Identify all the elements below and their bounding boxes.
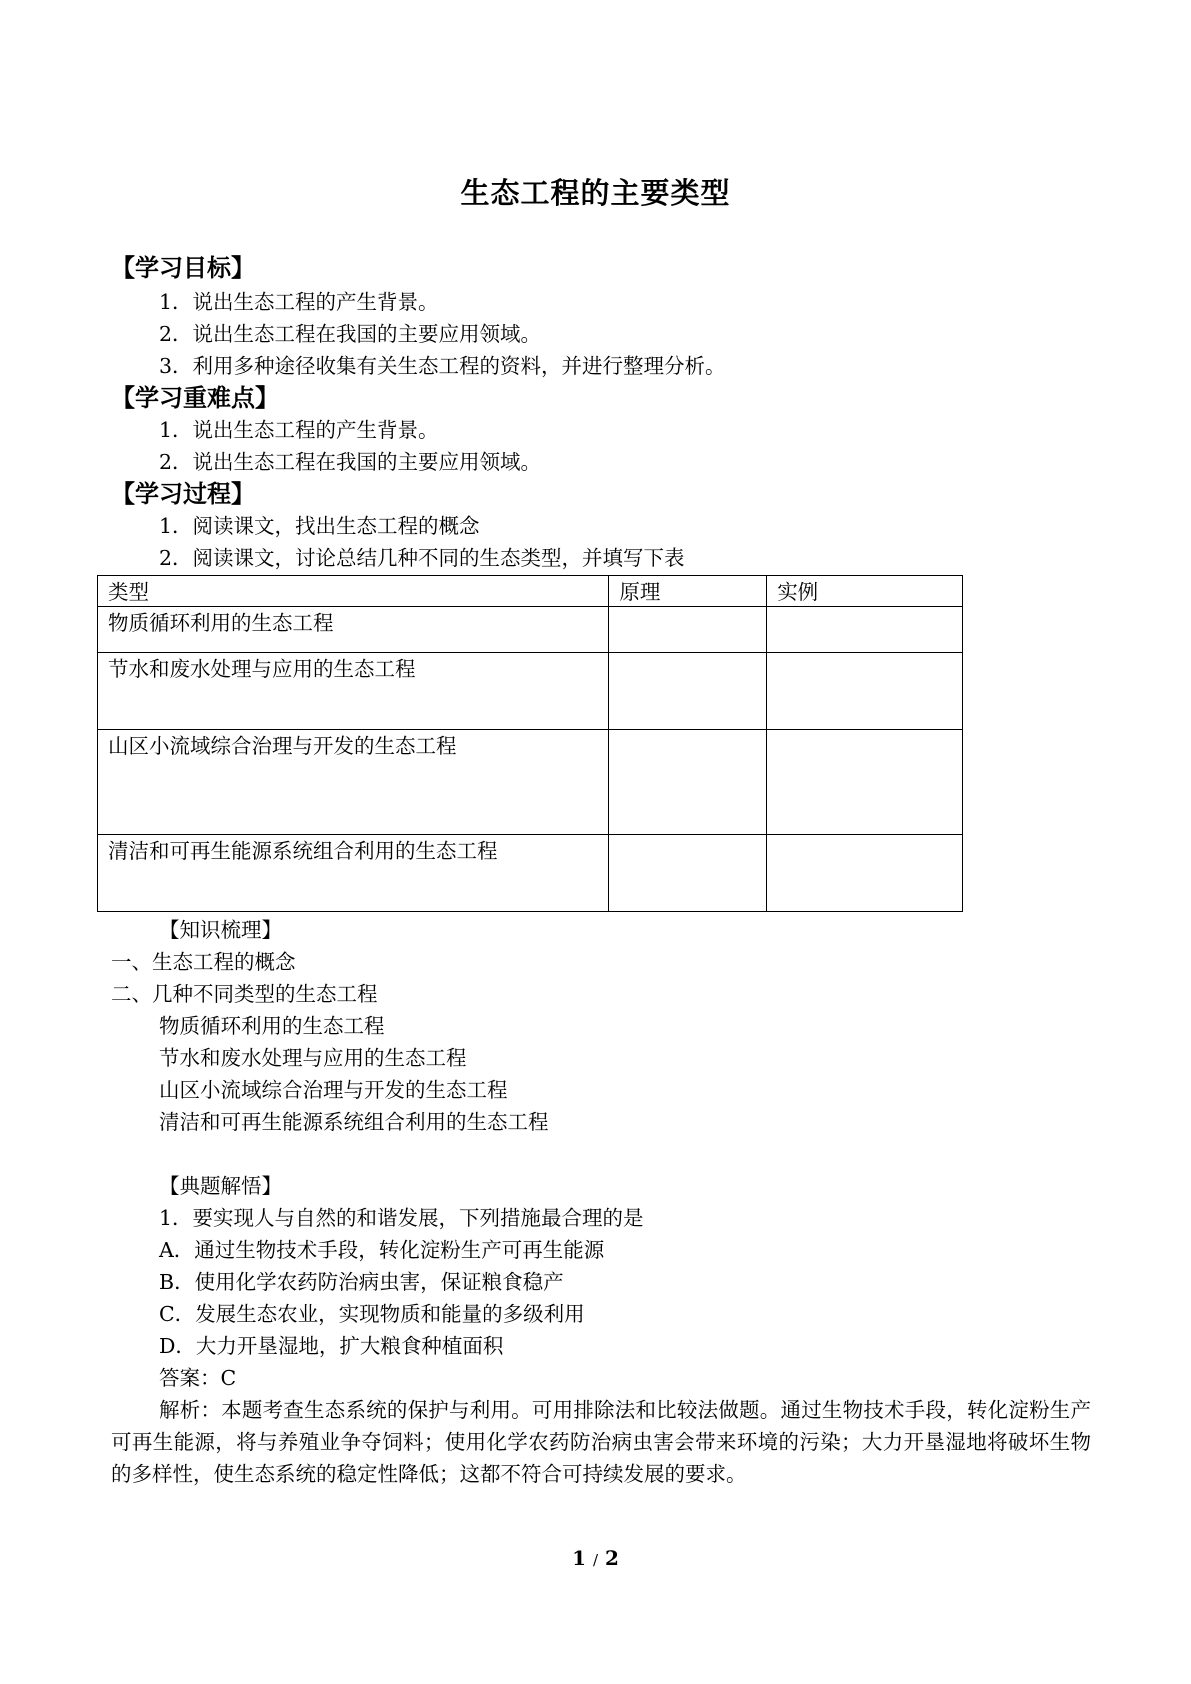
table-cell-example (767, 653, 963, 730)
table-cell-type: 物质循环利用的生态工程 (98, 607, 609, 653)
example-heading: 【典题解悟】 (159, 1174, 282, 1198)
table-cell-example (767, 607, 963, 653)
table-cell-type: 山区小流域综合治理与开发的生态工程 (98, 730, 609, 835)
table-header-cell: 实例 (767, 576, 963, 607)
table-cell-type: 清洁和可再生能源系统组合利用的生态工程 (98, 835, 609, 912)
review-subitem: 物质循环利用的生态工程 (159, 1014, 385, 1038)
example-option: D．大力开垦湿地，扩大粮食种植面积 (159, 1334, 504, 1358)
table-header-cell: 类型 (98, 576, 609, 607)
table-cell-principle (609, 607, 767, 653)
keypoint-item: 1．说出生态工程的产生背景。 (159, 418, 439, 442)
table-row (98, 607, 963, 653)
keypoint-item: 2．说出生态工程在我国的主要应用领域。 (159, 450, 542, 474)
process-item: 2．阅读课文，讨论总结几种不同的生态类型，并填写下表 (159, 546, 685, 570)
goal-item: 3．利用多种途径收集有关生态工程的资料，并进行整理分析。 (159, 354, 726, 378)
table-cell-example (767, 835, 963, 912)
page-title: 生态工程的主要类型 (460, 176, 731, 210)
table-cell-principle (609, 835, 767, 912)
page-total: 2 (605, 1546, 619, 1570)
process-heading: 【学习过程】 (111, 480, 255, 508)
table-cell-principle (609, 730, 767, 835)
keypoints-heading: 【学习重难点】 (111, 384, 279, 412)
review-heading: 【知识梳理】 (159, 918, 282, 942)
goal-item: 2．说出生态工程在我国的主要应用领域。 (159, 322, 542, 346)
goal-item: 1．说出生态工程的产生背景。 (159, 290, 439, 314)
page-current: 1 (572, 1546, 586, 1570)
table-header-cell: 原理 (609, 576, 767, 607)
example-option: B．使用化学农药防治病虫害，保证粮食稳产 (159, 1270, 564, 1294)
page-number (0, 1546, 1191, 1570)
process-item: 1．阅读课文，找出生态工程的概念 (159, 514, 480, 538)
review-subitem: 节水和废水处理与应用的生态工程 (159, 1046, 467, 1070)
example-answer: 答案：C (159, 1366, 237, 1390)
example-option: A．通过生物技术手段，转化淀粉生产可再生能源 (159, 1238, 605, 1262)
table-row (98, 653, 963, 730)
table-cell-type: 节水和废水处理与应用的生态工程 (98, 653, 609, 730)
review-subitem: 山区小流域综合治理与开发的生态工程 (159, 1078, 508, 1102)
table-row (98, 730, 963, 835)
page-separator: / (592, 1551, 599, 1569)
table-cell-example (767, 730, 963, 835)
ecology-types-table (97, 575, 963, 912)
table-header-row (98, 576, 963, 607)
example-question: 1．要实现人与自然的和谐发展，下列措施最合理的是 (159, 1206, 644, 1230)
example-analysis: 解析：本题考查生态系统的保护与利用。可用排除法和比较法做题。通过生物技术手段，转化淀粉生产可再生能源，将与养殖业争夺饲料；使用化学农药防治病虫害会带来环境的污染；大力开垦湿地将破坏生物的多样性，使生态系统的稳定性降低；这都不符合可持续发展的要求。 (111, 1398, 1091, 1486)
review-subitem: 清洁和可再生能源系统组合利用的生态工程 (159, 1110, 549, 1134)
table-cell-principle (609, 653, 767, 730)
review-line: 二、几种不同类型的生态工程 (111, 982, 378, 1006)
goals-heading: 【学习目标】 (111, 254, 255, 282)
review-line: 一、生态工程的概念 (111, 950, 296, 974)
table-row (98, 835, 963, 912)
example-option: C．发展生态农业，实现物质和能量的多级利用 (159, 1302, 585, 1326)
